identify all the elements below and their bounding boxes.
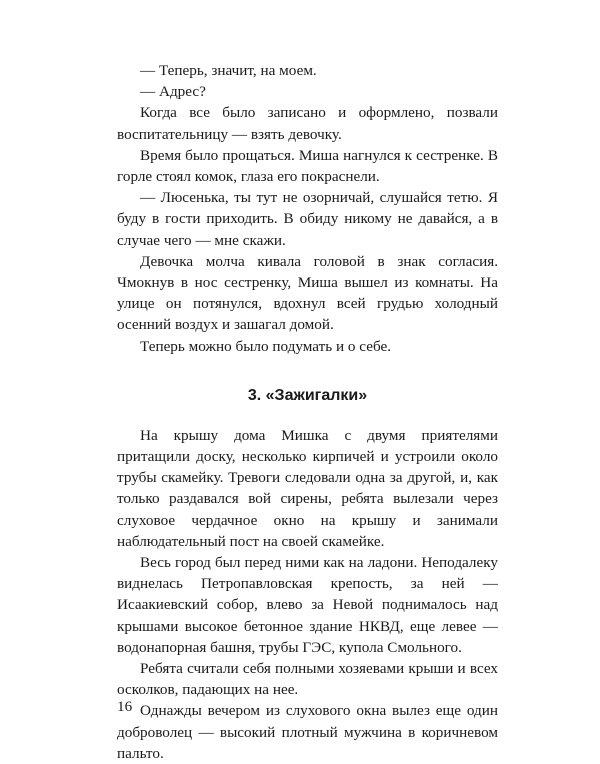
paragraph: — Люсенька, ты тут не озорничай, слушайся тетю. Я буду в гости приходить. В обиду никому не давайся, а в случае чего — мне скажи. [117, 189, 498, 249]
paragraph: Ребята считали себя полными хозяевами крыши и всех осколков, падающих на нее. [117, 660, 498, 699]
paragraph: Теперь можно было подумать и о себе. [140, 337, 392, 355]
text-block-bottom [117, 425, 498, 764]
paragraph: Время было прощаться. Миша нагнулся к сестренке. В горле стоял комок, глаза его покраснели. [117, 146, 498, 186]
paragraph: Весь город был перед ними как на ладони. Неподалеку виднелась Петропавловская крепость, за ней — Исаакиевский собор, влево за Невой поднималось над крышами высокое бетонное здание НКВД, еще левее — водонапорная башня, трубы ГЭС, купола Смольного. [117, 554, 498, 656]
chapter-heading: 3. «Зажигалки» [247, 386, 368, 404]
book-page [117, 60, 498, 764]
paragraph: Однажды вечером из слухового окна вылез еще один доброволец — высокий плотный мужчина в коричневом пальто. [117, 702, 498, 762]
paragraph: Когда все было записано и оформлено, позвали воспитательницу — взять девочку. [117, 104, 498, 143]
paragraph: Девочка молча кивала головой в знак согласия. Чмокнув в нос сестренку, Миша вышел из комнаты. На улице он потянулся, вдохнул всей грудью холодный осенний воздух и зашагал домой. [117, 252, 498, 334]
page-number: 16 [117, 698, 133, 715]
paragraph: — Адрес? [140, 83, 206, 101]
paragraph: — Теперь, значит, на моем. [140, 62, 317, 79]
text-block-top [117, 60, 498, 357]
paragraph: На крышу дома Мишка с двумя приятелями притащили доску, несколько кирпичей и устроили около трубы скамейку. Тревоги следовали одна за другой, и, как только раздавался вой сирены, ребята вылезали через слуховое чердачное окно на крышу и занимали наблюдательный пост на своей скамейке. [117, 426, 498, 550]
